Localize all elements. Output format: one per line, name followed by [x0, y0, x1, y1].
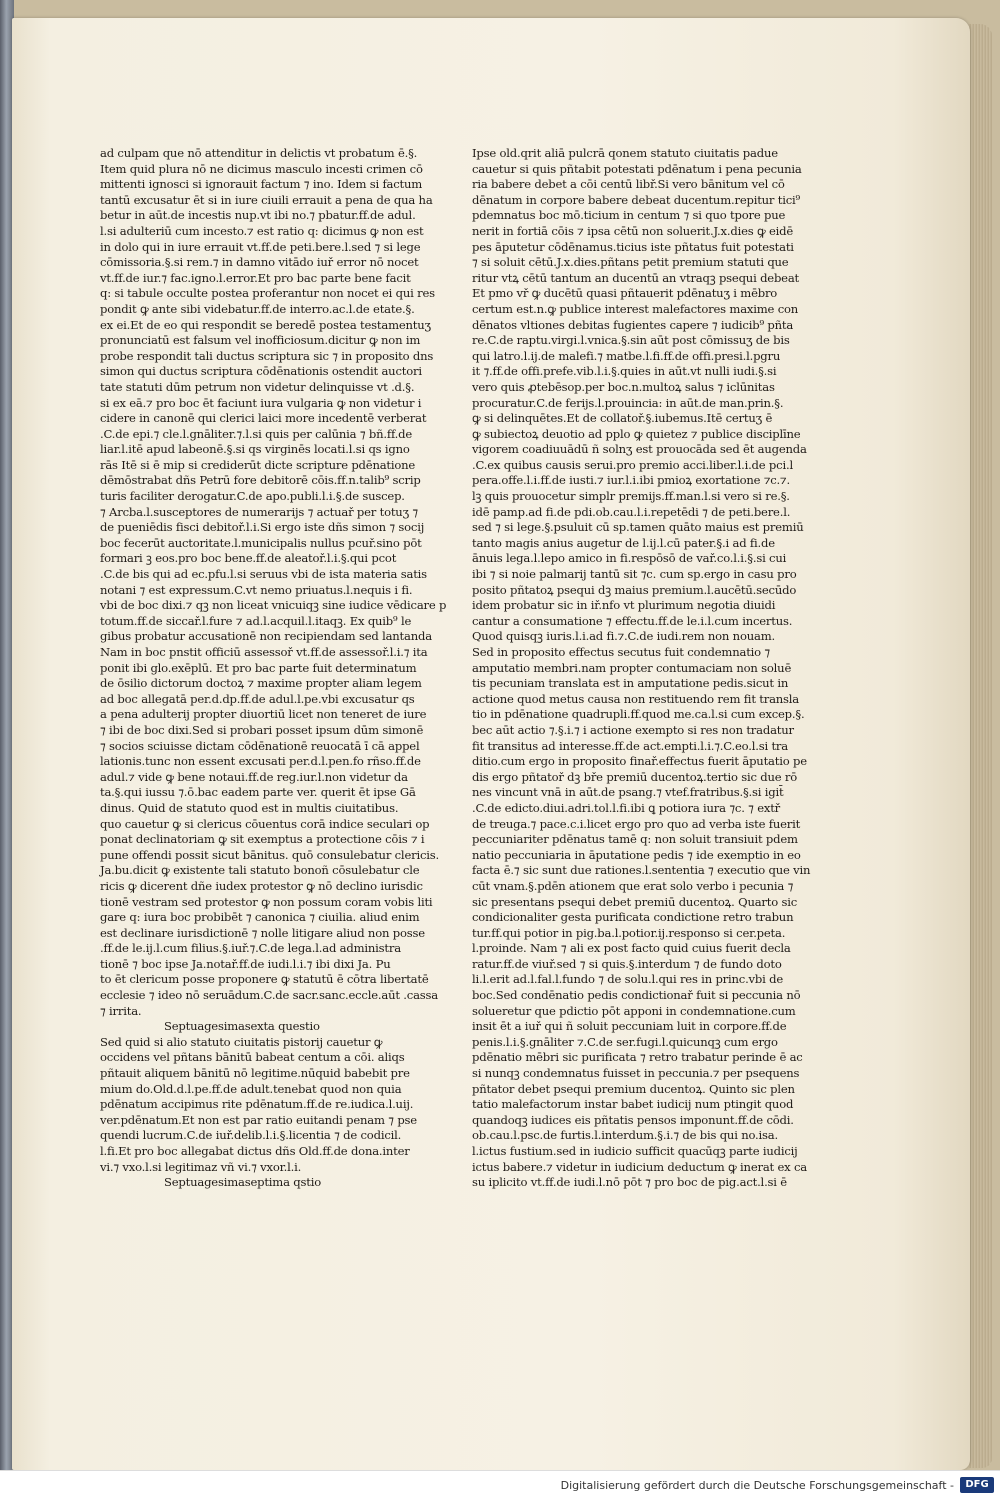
text-line: pdemnatus boc mō.ticium in centum ⁊ si quo tpore pue [472, 208, 786, 223]
text-line: pes āputetur cōdēnamus.ticius iste pñtatus fuit potestati [472, 239, 794, 254]
text-line: q: si tabule occulte postea proferantur non nocet ei qui res [100, 286, 435, 301]
text-line: liar.l.itē apud labeonē.§.si qs virginēs locati.l.si qs igno [100, 442, 410, 457]
text-line: amputatio membri.nam propter contumaciam non soluē [472, 660, 792, 675]
text-line: ad boc allegatā per.d.dp.ff.de adul.l.pe.vbi excusatur qs [100, 691, 415, 706]
text-line: .C.de edicto.diui.adri.tol.l.fi.ibi ꝗ potiora iura ⁊c. ⁊ extř [472, 800, 781, 815]
text-line: dis ergo pñtatoř dꝫ bře premiū ducentoꝝ.tertio sic due rō [472, 769, 798, 784]
text-line: it ⁊.ff.de offi.prefe.vib.l.i.§.quies in aūt.vt nulli iudi.§.si [472, 364, 777, 379]
text-line: ꝙ si delinquētes.Et de collatoř.§.iubemus.Itē certuʒ ē [472, 411, 773, 426]
text-line: simon qui ductus scriptura cōdēnationis ostendit auctori [100, 364, 422, 379]
text-line: est declinare iurisdictionē ⁊ nolle litigare aliud non posse [100, 925, 425, 940]
text-line: pdēnatio mēbri sic purificata ⁊ retro trabatur perinde ē ac [472, 1050, 803, 1065]
text-line: tur.ff.qui potior in pig.ba.l.potior.ij.responso si cer.peta. [472, 925, 786, 940]
text-line: probe respondit tali ductus scriptura sic ⁊ in proposito dns [100, 348, 434, 363]
text-line: totum.ff.de siccař.l.fure ⁊ ad.l.acquil.l.itaqꝫ. Ex quib⁹ le [100, 613, 412, 628]
text-line: vi.⁊ vxo.l.si legitimaz vñ vi.⁊ vxor.l.i. [100, 1159, 302, 1174]
text-line: Item quid plura nō ne dicimus masculo incesti crimen cō [100, 161, 423, 176]
text-line: pera.offe.l.i.ff.de iusti.⁊ iur.l.i.ibi pmioꝝ exortatione ⁊c.⁊. [472, 473, 790, 488]
text-line: quendi lucrum.C.de iuř.delib.l.i.§.licentia ⁊ de codicil. [100, 1128, 402, 1143]
text-line: ex ei.Et de eo qui respondit se beredē postea testamentuʒ [100, 317, 431, 332]
text-line: ꝙ subiectoꝝ deuotio ad pplo ꝙ quietez ⁊ publice disciplīne [472, 426, 801, 441]
text-line: sic presentans psequi debet premiū ducentoꝝ. Quarto sic [472, 894, 798, 909]
text-line: .C.de epi.⁊ cle.l.gnāliter.⁊.l.si quis per calūnia ⁊ bñ.ff.de [100, 426, 412, 441]
text-line: ritur vtꝝ cētū tantum an ducentū an vtraqꝫ psequi debeat [472, 270, 800, 285]
text-line: betur in aūt.de incestis nup.vt ibi no.⁊ pbatur.ff.de adul. [100, 208, 416, 223]
text-line: quandoqꝫ iudices eis pñtatis pensos imponunt.ff.de cōdi. [472, 1112, 794, 1127]
funding-notice: Digitalisierung gefördert durch die Deutsche Forschungsgemeinschaft - [560, 1479, 954, 1492]
text-line: ricis ꝙ dicerent dñe iudex protestor ꝙ nō declino iurisdic [100, 878, 423, 893]
text-line: ⁊ irrita. [100, 1003, 142, 1018]
text-line: ob.cau.l.psc.de furtis.l.interdum.§.i.⁊ de bis qui no.isa. [472, 1128, 778, 1143]
text-line: dēnatos vltiones debitas fugientes capere ⁊ iudicib⁹ pñta [472, 317, 794, 332]
text-line: ⁊ socios sciuisse dictam cōdēnationē reuocatā ī cā appel [100, 738, 420, 753]
text-line: rās Itē si ē mip si crediderūt dicte scripture pdēnatione [100, 457, 416, 472]
text-line: cantur a consumatione ⁊ effectu.ff.de le.i.l.cum incertus. [472, 613, 793, 628]
text-line: insit ēt a iuř qui ñ soluit peccuniam luit in corpore.ff.de [472, 1019, 787, 1034]
text-line: fit transitus ad interesse.ff.de act.empti.l.i.⁊.C.eo.l.si tra [472, 738, 788, 753]
text-line: Ipse old.qrit aliā pulcrā qonem statuto ciuitatis padue [472, 146, 778, 160]
text-line: ria babere debet a cōi centū libř.Si vero bānitum vel cō [472, 177, 785, 192]
text-line: .C.de bis qui ad ec.pfu.l.si seruus vbi de ista materia satis [100, 567, 427, 582]
text-line: Ja.bu.dicit ꝙ existente tali statuto bonoñ cōsulebatur cle [100, 863, 420, 878]
text-line: a pena adulterij propter diuortiū licet non teneret de iure [100, 707, 427, 722]
text-line: cūt vnam.§.pdēn ationem que erat solo verbo i pecunia ⁊ [472, 878, 794, 893]
text-line: lꝫ quis prouocetur simplr premijs.ff.man.l.si vero si re.§. [472, 489, 790, 504]
text-line: ictus babere.⁊ videtur in iudicium deductum ꝙ inerat ex ca [472, 1159, 807, 1174]
text-line: gare q: iura boc probibēt ⁊ canonica ⁊ ciuilia. aliud enim [100, 910, 420, 925]
text-line: ad culpam que nō attenditur in delictis vt probatum ē.§. [100, 146, 418, 160]
text-line: Septuagesimasexta questio [164, 1019, 320, 1034]
text-line: vero quis ꝓtebēsop.per boc.n.multoꝝ salus ⁊ iclūnitas [472, 379, 775, 394]
text-line: l.fi.Et pro boc allegabat dictus dñs Old.ff.de dona.inter [100, 1144, 410, 1158]
text-line: ratur.ff.de viuř.sed ⁊ si quis.§.interdum ⁊ de fundo doto [472, 956, 782, 971]
text-line: mittenti ignosci si ignorauit factum ⁊ ino. Idem si factum [100, 177, 423, 192]
text-line: boc fecerūt auctoritate.l.municipalis nullus pcuř.sino pōt [100, 535, 422, 550]
text-line: pdēnatum accipimus rite pdēnatum.ff.de re.iudica.l.uij. [100, 1097, 414, 1112]
text-line: si nunqꝫ condemnatus fuisset in peccunia.⁊ per psequens [472, 1066, 800, 1081]
text-line: in dolo qui in iure errauit vt.ff.de peti.bere.l.sed ⁊ si lege [100, 239, 421, 254]
text-line: ditio.cum ergo in proposito finař.effectus fuerit āputatio pe [472, 754, 807, 769]
text-line: ⁊ Arcba.l.susceptores de numerarijs ⁊ actuař per totuʒ ⁊ [100, 504, 418, 519]
text-line: ānuis lega.l.lepo amico in fi.respōsō de vař.co.l.i.§.si cui [472, 551, 787, 566]
text-line: ibi ⁊ si noie palmarij tantū sit ⁊c. cum sp.ergo in casu pro [472, 567, 797, 582]
text-line: nes vincunt vnā in aūt.de psang.⁊ vtef.fratribus.§.si igit̄ [472, 785, 784, 800]
text-line: penis.l.i.§.gnāliter ⁊.C.de ser.fugi.l.quicunqꝫ cum ergo [472, 1034, 778, 1049]
text-line: lationis.tunc non essent excusati per.d.l.pen.fo rñso.ff.de [100, 754, 421, 769]
right-text-column [472, 146, 811, 1191]
text-line: pronunciatū est falsum vel inofficiosum.dicitur ꝙ non im [100, 333, 421, 348]
text-line: ta.§.qui iussu ⁊.ō.bac eadem parte ver. querit ēt ipse Gā [100, 785, 416, 800]
text-line: si ex eā.⁊ pro boc ēt faciunt iura vulgaria ꝙ non videtur i [100, 395, 422, 410]
text-line: l.proinde. Nam ⁊ ali ex post facto quid cuius fuerit decla [472, 941, 791, 956]
text-line: boc.Sed condēnatio pedis condictionař fuit si peccunia nō [472, 988, 801, 1003]
text-line: pñtator debet psequi premium ducentoꝝ. Quinto sic plen [472, 1081, 795, 1096]
text-line: su iplicito vt.ff.de iudi.l.nō pōt ⁊ pro boc de pig.act.l.si ē [472, 1175, 787, 1190]
footer-band [0, 1470, 1000, 1502]
text-line: tionē vestram sed protestor ꝙ non possum coram vobis liti [100, 894, 433, 909]
text-line: adul.⁊ vide ꝙ bene notaui.ff.de reg.iur.l.non videtur da [100, 769, 408, 784]
text-line: procuratur.C.de ferijs.l.prouincia: in aūt.de man.prin.§. [472, 395, 784, 410]
text-line: cidere in canonē qui clerici laici more incedentē verberat [100, 411, 427, 426]
text-line: formari ꝫ eos.pro boc bene.ff.de aleatoř.l.i.§.qui pcot [100, 551, 397, 566]
text-line: tate statuti dūm petrum non videtur delinquisse vt .d.§. [100, 379, 415, 394]
text-line: notani ⁊ est expressum.C.vt nemo priuatus.l.nequis i fi. [100, 582, 413, 597]
text-line: re.C.de raptu.virgi.l.vnica.§.sin aūt post cōmissuʒ de bis [472, 333, 790, 348]
text-line: Sed quid si alio statuto ciuitatis pistorij cauetur ꝙ [100, 1034, 383, 1049]
text-line: vbi de boc dixi.⁊ qꝫ non liceat vnicuiqꝫ sine iudice vēdicare p [100, 598, 447, 613]
text-line: dinus. Quid de statuto quod est in multis ciuitatibus. [100, 800, 399, 815]
text-line: Quod quisqꝫ iuris.l.i.ad fi.⁊.C.de iudi.rem non nouam. [472, 629, 775, 644]
text-line: gibus probatur accusationē non recipiendam sed lantanda [100, 629, 432, 644]
text-line: .ff.de le.ij.l.cum filius.§.iuř.⁊.C.de lega.l.ad administra [100, 941, 401, 956]
text-line: de ōsilio dictorum doctoꝝ ⁊ maxime propter aliam legem [100, 676, 422, 691]
page-edges [968, 24, 992, 1468]
text-line: bec aūt actio ⁊.§.i.⁊ i actione exempto si res non tradatur [472, 722, 794, 737]
text-line: idem probatur sic in iř.nfo vt plurimum negotia diuidi [472, 598, 776, 613]
text-line: Sed in proposito effectus secutus fuit condemnatio ⁊ [472, 645, 770, 659]
text-line: occidens vel pñtans bānitū babeat centum a cōi. aliqs [100, 1050, 405, 1065]
text-line: posito pñtatoꝝ psequi dꝫ maius premium.l.aucētū.secūdo [472, 582, 797, 597]
text-line: pondit ꝙ ante sibi videbatur.ff.de interro.ac.l.de etate.§. [100, 301, 415, 316]
text-line: natio peccuniaria in āputatione pedis ⁊ ide exemptio in eo [472, 847, 801, 862]
text-line: mium do.Old.d.l.pe.ff.de adult.tenebat quod non quia [100, 1081, 402, 1096]
text-line: pune offendi possit sicut bānitus. quō consulebatur clericis. [100, 847, 439, 862]
text-line: ponit ibi glo.exēplū. Et pro bac parte fuit determinatum [100, 660, 417, 675]
book-page [12, 18, 970, 1470]
text-line: ponat declinatoriam ꝙ sit exemptus a protectione cōis ⁊ i [100, 832, 425, 847]
text-line: ver.pdēnatum.Et non est par ratio euitandi penam ⁊ pse [100, 1112, 417, 1127]
text-line: Septuagesimaseptima qstio [164, 1175, 322, 1190]
text-line: vt.ff.de iur.⁊ fac.igno.l.error.Et pro bac parte bene facit [100, 270, 411, 285]
text-line: tionē ⁊ boc ipse Ja.notař.ff.de iudi.l.i.⁊ ibi dixi Ja. Pu [100, 956, 391, 971]
left-text-column [100, 146, 447, 1191]
text-line: de pueniēdis fisci debitoř.l.i.Si ergo iste dñs simon ⁊ socij [100, 520, 425, 535]
text-line: dēmōstrabat dñs Petrū fore debitorē cōis.ff.n.talib⁹ scrip [100, 473, 421, 488]
text-line: vigorem coadiuuādū ñ solnʒ est prouocāda sed ēt augenda [472, 442, 807, 457]
text-line: .C.ex quibus causis serui.pro premio acci.liber.l.i.de pci.l [472, 457, 793, 472]
text-line: facta ē.⁊ sic sunt due rationes.l.sententia ⁊ executio que vin [472, 863, 811, 878]
text-line: sed ⁊ si lege.§.psuluit cū sp.tamen quāto maius est premiū [472, 520, 804, 535]
text-line: tis pecuniam translata est in amputatione pedis.sicut in [472, 676, 789, 691]
text-line: l.ictus fustium.sed in iudicio sufficit quacūqꝫ parte iudicij [472, 1144, 798, 1158]
text-line: solueretur que pdictio pōt apponi in condemnatione.cum [472, 1003, 796, 1018]
text-line: actione quod metus causa non restituendo rem fit transla [472, 691, 800, 706]
text-line: tanto magis anius augetur de l.ij.l.cū pater.§.i ad fi.de [472, 535, 775, 550]
text-line: condicionaliter gesta purificata condictione retro trabun [472, 910, 794, 925]
dfg-logo: DFG [960, 1477, 994, 1493]
text-line: ⁊ ibi de boc dixi.Sed si probari posset ipsum dūm simonē [100, 722, 424, 737]
text-line: ⁊ si soluit cētū.J.x.dies.pñtans petit premium statuti que [472, 255, 789, 270]
text-line: peccuniariter pdēnatus tamē q: non soluit transiuit pdem [472, 832, 798, 847]
text-line: quo cauetur ꝙ si clericus cōuentus corā indice seculari op [100, 816, 430, 831]
text-line: tatio malefactorum instar babet iudicij num ptingit quod [472, 1097, 794, 1112]
text-line: tantū excusatur ēt si in iure ciuili errauit a pena de qua ha [100, 192, 433, 207]
text-line: certum est.n.ꝙ publice interest malefactores maxime con [472, 301, 799, 316]
text-line: idē pamp.ad fi.de pdi.ob.cau.l.i.repetēdi ⁊ de peti.bere.l. [472, 504, 791, 519]
text-line: ecclesie ⁊ ideo nō seruādum.C.de sacr.sanc.eccle.aūt .cassa [100, 988, 439, 1003]
text-line: nerit in fortiā cōis ⁊ ipsa cētū non soluerit.J.x.dies ꝙ eidē [472, 223, 794, 238]
text-line: tio in pdēnatione quadrupli.ff.quod me.ca.l.si cum excep.§. [472, 707, 805, 722]
text-line: Nam in boc pnstit officiū assessoř vt.ff.de assessoř.l.i.⁊ ita [100, 645, 428, 659]
text-line: to ēt clericum posse proponere ꝙ statutū ē cōtra libertatē [100, 972, 429, 987]
text-line: turis faciliter derogatur.C.de apo.publi.l.i.§.de suscep. [100, 489, 405, 504]
text-line: de treuga.⁊ pace.c.i.licet ergo pro quo ad verba iste fuerit [472, 816, 801, 831]
text-line: l.si adulteriū cum incesto.⁊ est ratio q: dicimus ꝙ non est [100, 223, 424, 238]
text-line: qui latro.l.ij.de malefi.⁊ matbe.l.fi.ff.de offi.presi.l.pgru [472, 348, 781, 363]
text-line: cauetur si quis pñtabit potestati pdēnatum i pena pecunia [472, 161, 802, 176]
text-line: li.l.erit ad.l.fal.l.fundo ⁊ de solu.l.qui res in princ.vbi de [472, 972, 784, 987]
text-line: cōmissoria.§.si rem.⁊ in damno vitādo iuř error nō nocet [100, 255, 419, 270]
text-line: dēnatum in corpore babere debeat ducentum.repitur tici⁹ [472, 192, 800, 207]
text-line: pñtauit aliquem bānitū nō legitime.nūquid babebit pre [100, 1066, 410, 1081]
text-line: Et pmo vř ꝙ ducētū quasi pñtauerit pdēnatuʒ i mēbro [472, 286, 778, 301]
